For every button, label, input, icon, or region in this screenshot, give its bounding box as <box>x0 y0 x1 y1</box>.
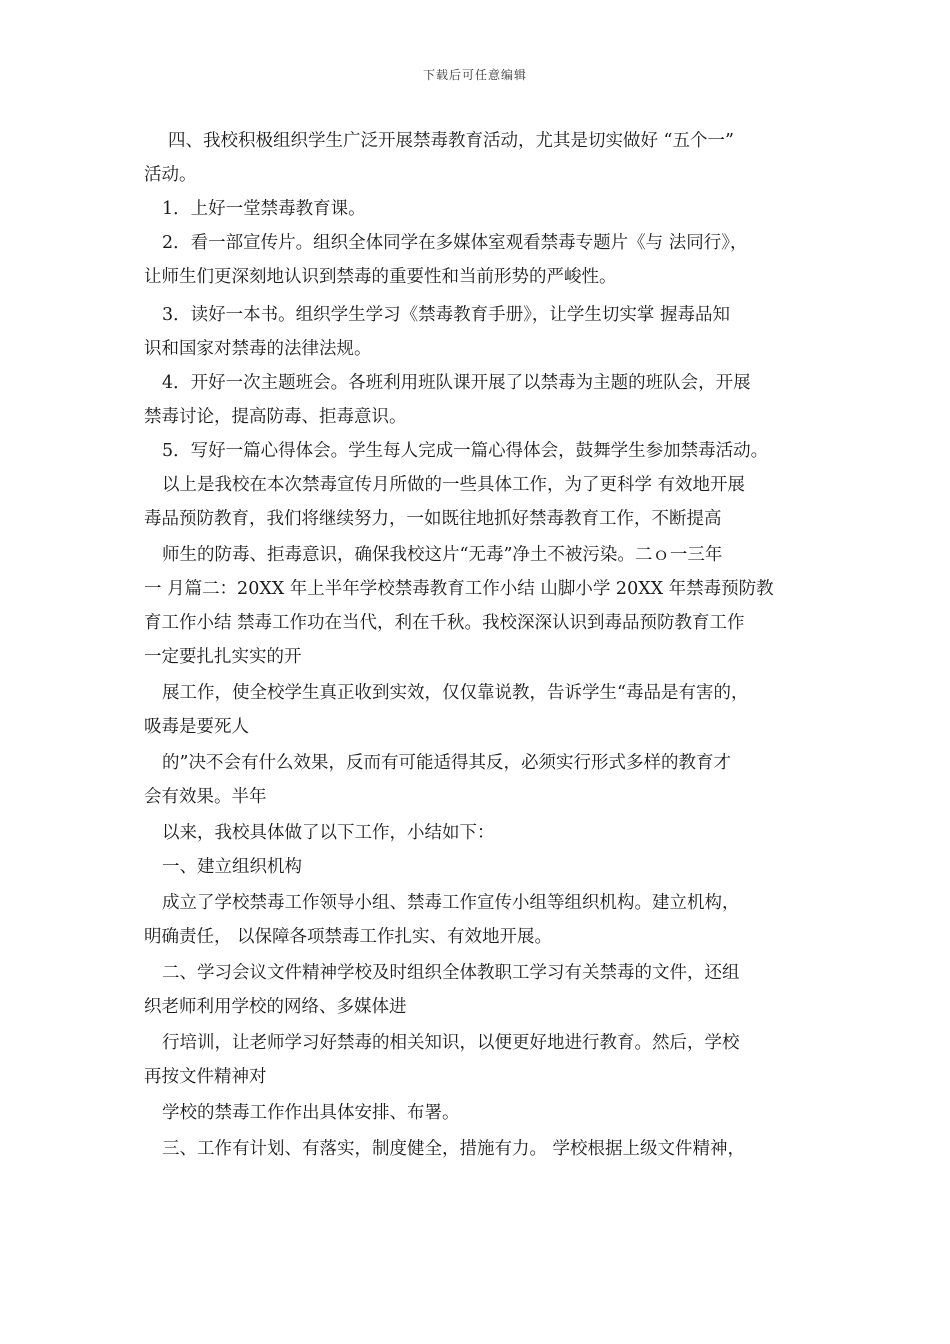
text-line: 的”决不会有什么效果，反而有可能适得其反，必须实行形式多样的教育才 <box>162 753 731 773</box>
text-line: 4．开好一次主题班会。各班利用班队课开展了以禁毒为主题的班队会，开展 <box>162 373 751 393</box>
page-header: 下载后可任意编辑 <box>422 68 527 82</box>
text-line: 一 月篇二：20XX 年上半年学校禁毒教育工作小结 山脚小学 20XX 年禁毒预防教 <box>144 579 774 599</box>
text-line: 会有效果。半年 <box>144 787 267 807</box>
text-line: 学校的禁毒工作作出具体安排、布署。 <box>162 1103 460 1123</box>
text-line: 明确责任， 以保障各项禁毒工作扎实、有效地开展。 <box>144 927 553 947</box>
text-line: 5．写好一篇心得体会。学生每人完成一篇心得体会，鼓舞学生参加禁毒活动。 <box>162 441 769 461</box>
text-line: 织老师利用学校的网络、多媒体进 <box>144 997 407 1017</box>
text-line: 师生的防毒、拒毒意识，确保我校这片“无毒”净土不被污染。二ｏ一三年 <box>162 545 723 565</box>
text-line: 三、工作有计划、有落实，制度健全，措施有力。 学校根据上级文件精神， <box>162 1139 746 1159</box>
text-line: 以来，我校具体做了以下工作，小结如下： <box>162 823 495 843</box>
text-line: 一定要扎扎实实的开 <box>144 647 302 667</box>
text-line: 一、建立组织机构 <box>162 857 302 877</box>
text-line: 以上是我校在本次禁毒宣传月所做的一些具体工作，为了更科学 有效地开展 <box>162 475 746 495</box>
text-line: 行培训，让老师学习好禁毒的相关知识，以便更好地进行教育。然后，学校 <box>162 1033 740 1053</box>
document-body <box>144 124 816 1166</box>
text-line: 3．读好一本书。组织学生学习《禁毒教育手册》，让学生切实掌 握毒品知 <box>162 305 730 325</box>
text-line: 成立了学校禁毒工作领导小组、禁毒工作宣传小组等组织机构。建立机构， <box>162 893 740 913</box>
text-line: 毒品预防教育，我们将继续努力，一如既往地抓好禁毒教育工作，不断提高 <box>144 509 722 529</box>
text-line: 二、学习会议文件精神学校及时组织全体教职工学习有关禁毒的文件，还组 <box>162 963 740 983</box>
text-line: 禁毒讨论，提高防毒、拒毒意识。 <box>144 407 407 427</box>
text-line: 识和国家对禁毒的法律法规。 <box>144 339 372 359</box>
text-line: 育工作小结 禁毒工作功在当代，利在千秋。我校深深认识到毒品预防教育工作 <box>144 613 745 633</box>
text-line: 让师生们更深刻地认识到禁毒的重要性和当前形势的严峻性。 <box>144 267 617 287</box>
text-line: 2．看一部宣传片。组织全体同学在多媒体室观看禁毒专题片《与 法同行》， <box>162 233 748 253</box>
text-line: 展工作，使全校学生真正收到实效，仅仅靠说教，告诉学生“毒品是有害的， <box>162 683 749 703</box>
text-line: 再按文件精神对 <box>144 1067 267 1087</box>
text-line: 1．上好一堂禁毒教育课。 <box>162 199 366 219</box>
text-line: 活动。 <box>144 165 197 185</box>
text-line: 吸毒是要死人 <box>144 717 249 737</box>
text-line: 四、我校积极组织学生广泛开展禁毒教育活动，尤其是切实做好 “五个一” <box>168 131 734 151</box>
